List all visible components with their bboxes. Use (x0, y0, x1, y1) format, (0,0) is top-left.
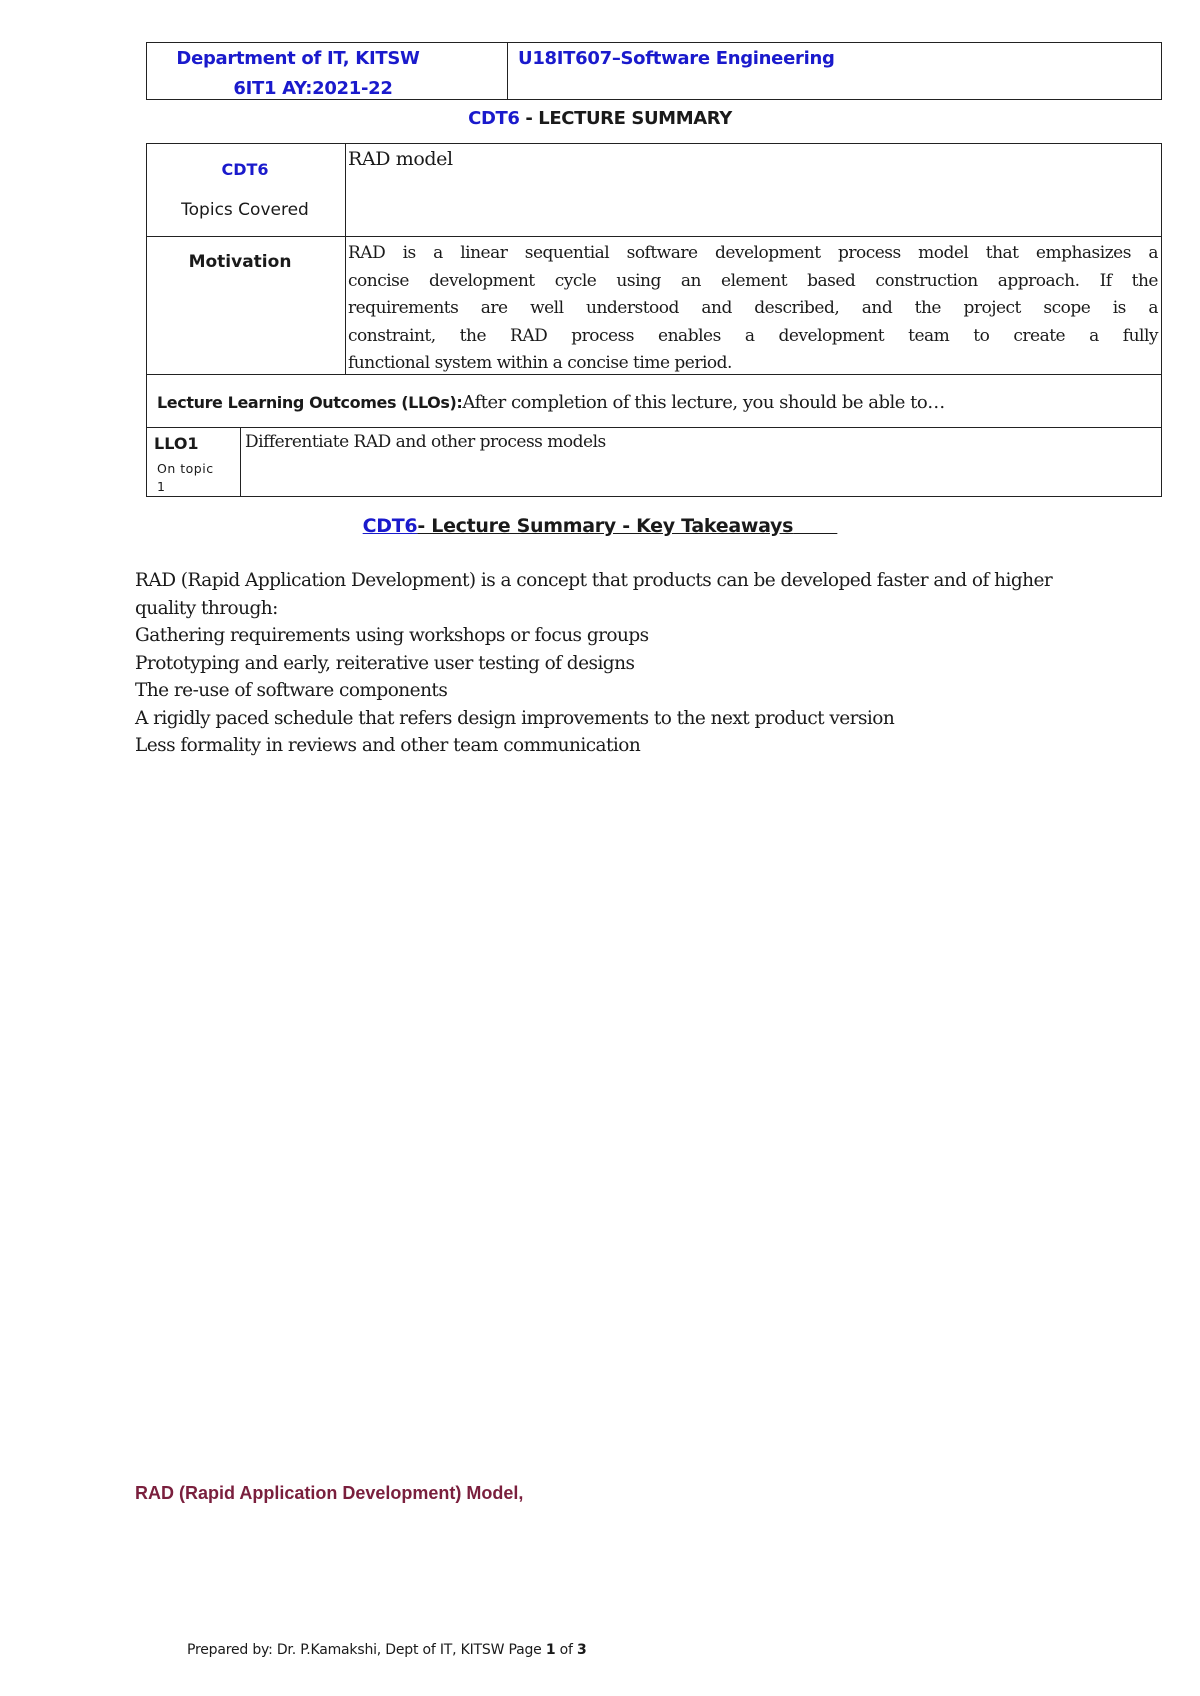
llo-header-bold: Lecture Learning Outcomes (LLOs): (157, 393, 463, 412)
key-takeaways-title (0, 515, 1200, 537)
takeaway-line: quality through: (135, 597, 278, 619)
llo1-topic: On topic (157, 461, 214, 476)
llo-header (157, 392, 945, 413)
motivation-label: Motivation (188, 252, 292, 272)
rad-model-heading: RAD (Rapid Application Development) Model, (135, 1483, 524, 1503)
key-takeaways-body (135, 567, 1175, 760)
key-takeaways-code: CDT6 (362, 515, 418, 537)
motivation-text (348, 240, 1158, 378)
class-year: 6IT1 AY:2021-22 (233, 78, 393, 99)
motivation-line: RAD is a linear sequential software development process model that emphasizes a (348, 243, 1158, 263)
motivation-line: concise development cycle using an element based construction approach. If the (348, 270, 1158, 291)
header-divider (507, 42, 508, 100)
footer-prefix: Prepared by: Dr. P.Kamakshi, Dept of IT, KITSW Page (187, 1642, 546, 1658)
key-takeaways-heading: - Lecture Summary - Key Takeaways (417, 515, 794, 537)
lecture-summary-title (0, 108, 1200, 129)
motivation-line: requirements are well understood and described, and the project scope is a (348, 298, 1158, 318)
page-total: 3 (577, 1642, 587, 1658)
takeaway-line: Prototyping and early, reiterative user testing of designs (135, 652, 635, 674)
llo-header-text: After completion of this lecture, you should be able to… (462, 392, 945, 413)
page-number: 1 (545, 1642, 556, 1658)
takeaway-line: Less formality in reviews and other team communication (135, 735, 641, 756)
llo1-topic-number: 1 (157, 479, 165, 494)
summary-code: CDT6 (468, 108, 520, 129)
llo-col-divider (240, 427, 241, 497)
page-footer (187, 1642, 587, 1658)
summary-title-text: - LECTURE SUMMARY (519, 108, 732, 129)
topics-code: CDT6 (221, 160, 269, 179)
llo1-text: Differentiate RAD and other process models (245, 432, 606, 452)
motivation-line: constraint, the RAD process enables a development team to create a fully (348, 325, 1158, 346)
department-name: Department of IT, KITSW (176, 48, 420, 69)
takeaway-line: The re-use of software components (135, 680, 448, 701)
topics-covered-value: RAD model (348, 148, 453, 170)
table-row-divider (146, 427, 1162, 428)
table-col-divider (345, 143, 346, 375)
course-title: U18IT607–Software Engineering (518, 48, 835, 69)
topics-covered-label: Topics Covered (181, 200, 309, 220)
llo1-id: LLO1 (154, 434, 199, 453)
motivation-line: functional system within a concise time period. (348, 353, 732, 373)
footer-of: of (555, 1642, 577, 1658)
table-row-divider (146, 236, 1162, 237)
takeaway-line: RAD (Rapid Application Development) is a concept that products can be developed faster and of higher (135, 570, 1053, 591)
takeaway-line: Gathering requirements using workshops or focus groups (135, 625, 649, 646)
takeaway-line: A rigidly paced schedule that refers design improvements to the next product version (135, 707, 895, 729)
